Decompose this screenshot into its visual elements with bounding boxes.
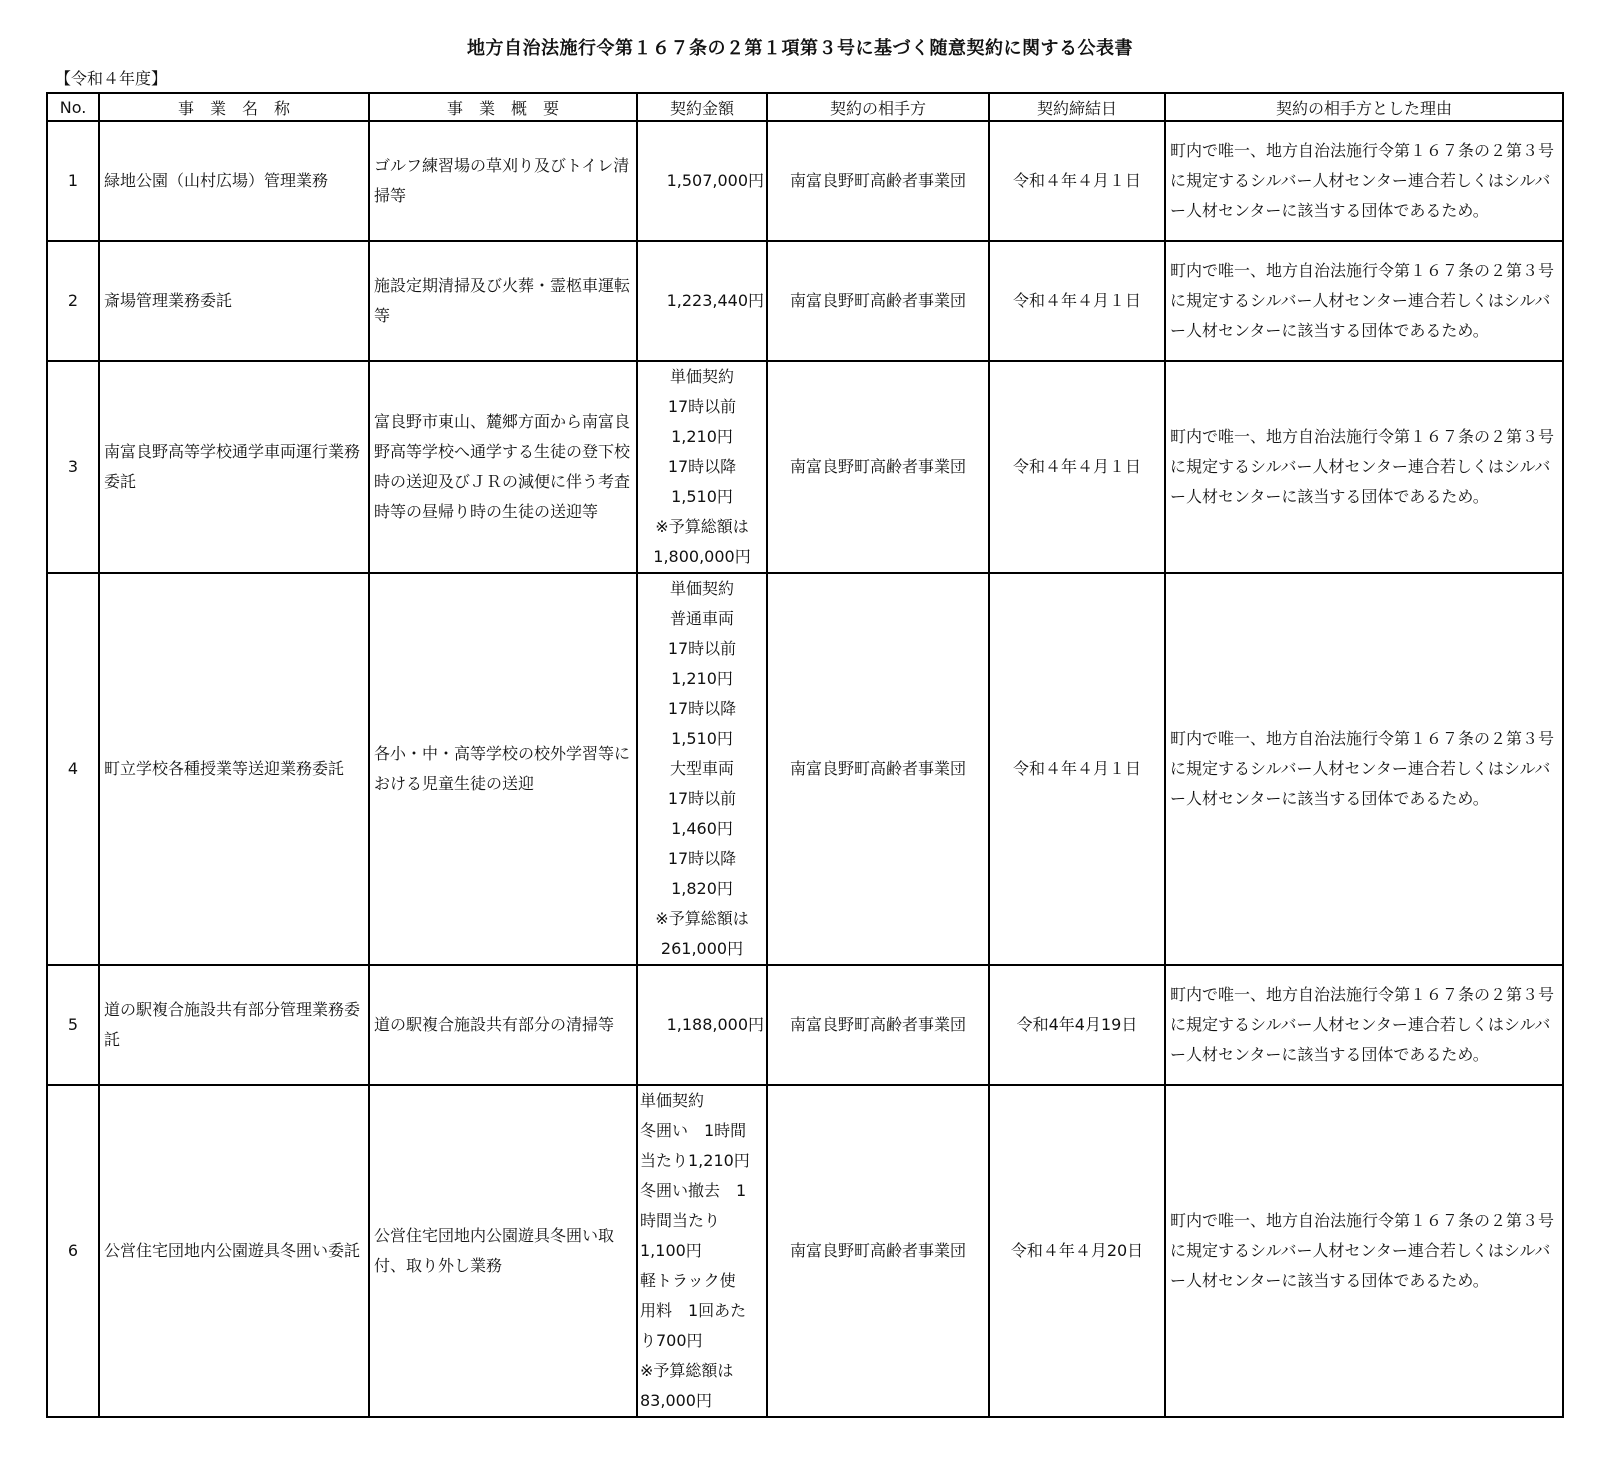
- cell-date: 令和４年４月20日: [989, 1085, 1165, 1417]
- cell-no: 1: [47, 121, 99, 241]
- amount-line: ※予算総額は: [640, 1361, 734, 1380]
- cell-no: 5: [47, 965, 99, 1085]
- amount-line: 261,000円: [660, 939, 744, 958]
- cell-reason: 町内で唯一、地方自治法施行令第１６７条の２第３号に規定するシルバー人材センター連合若しくはシルバー人材センターに該当する団体であるため。: [1165, 361, 1563, 573]
- amount-line: 単価契約: [640, 1091, 705, 1110]
- amount-line: 83,000円: [640, 1391, 712, 1410]
- table-row: [47, 361, 1563, 573]
- cell-summary: 公営住宅団地内公園遊具冬囲い取付、取り外し業務: [369, 1085, 637, 1417]
- cell-name: 緑地公園（山村広場）管理業務: [99, 121, 369, 241]
- fiscal-year-label: 【令和４年度】: [55, 69, 168, 88]
- amount-line: 1,820円: [671, 879, 733, 898]
- amount-line: 1,100円: [640, 1241, 702, 1260]
- table-row: [47, 965, 1563, 1085]
- header-name: 事 業 名 称: [99, 93, 369, 121]
- cell-amount: [637, 361, 767, 573]
- table-header-row: [47, 93, 1563, 121]
- header-party: 契約の相手方: [767, 93, 989, 121]
- cell-date: 令和4年4月19日: [989, 965, 1165, 1085]
- cell-reason: 町内で唯一、地方自治法施行令第１６７条の２第３号に規定するシルバー人材センター連合若しくはシルバー人材センターに該当する団体であるため。: [1165, 573, 1563, 965]
- amount-line: 冬囲い 1時間: [640, 1121, 747, 1140]
- cell-amount: 1,188,000円: [637, 965, 767, 1085]
- cell-reason: 町内で唯一、地方自治法施行令第１６７条の２第３号に規定するシルバー人材センター連合若しくはシルバー人材センターに該当する団体であるため。: [1165, 965, 1563, 1085]
- amount-line: 1,210円: [671, 427, 733, 446]
- cell-no: 4: [47, 573, 99, 965]
- amount-line: 大型車両: [669, 759, 734, 778]
- cell-no: 6: [47, 1085, 99, 1417]
- cell-party: 南富良野町高齢者事業団: [767, 965, 989, 1085]
- cell-amount: [637, 1085, 767, 1417]
- header-no: No.: [47, 93, 99, 121]
- amount-line: 時間当たり: [640, 1211, 721, 1230]
- cell-amount: 1,507,000円: [637, 121, 767, 241]
- amount-line: 1,460円: [671, 819, 733, 838]
- amount-line: 普通車両: [669, 609, 734, 628]
- table-row: [47, 573, 1563, 965]
- contract-table: [46, 92, 1564, 1418]
- header-reason: 契約の相手方とした理由: [1165, 93, 1563, 121]
- amount-line: ※予算総額は: [655, 909, 749, 928]
- cell-party: 南富良野町高齢者事業団: [767, 361, 989, 573]
- amount-line: 1,800,000円: [653, 547, 751, 566]
- table-row: [47, 241, 1563, 361]
- amount-line: 17時以降: [667, 699, 737, 718]
- cell-party: 南富良野町高齢者事業団: [767, 121, 989, 241]
- cell-name: 公営住宅団地内公園遊具冬囲い委託: [99, 1085, 369, 1417]
- header-summary: 事 業 概 要: [369, 93, 637, 121]
- amount-line: 17時以前: [667, 639, 737, 658]
- cell-date: 令和４年４月１日: [989, 121, 1165, 241]
- document-title: 地方自治法施行令第１６７条の２第１項第３号に基づく随意契約に関する公表書: [467, 38, 1133, 59]
- amount-line: 17時以前: [667, 789, 737, 808]
- cell-no: 3: [47, 361, 99, 573]
- cell-party: 南富良野町高齢者事業団: [767, 1085, 989, 1417]
- amount-line: 当たり1,210円: [640, 1151, 750, 1170]
- amount-line: ※予算総額は: [655, 517, 749, 536]
- cell-name: 斎場管理業務委託: [99, 241, 369, 361]
- cell-amount: 1,223,440円: [637, 241, 767, 361]
- cell-reason: 町内で唯一、地方自治法施行令第１６７条の２第３号に規定するシルバー人材センター連合若しくはシルバー人材センターに該当する団体であるため。: [1165, 121, 1563, 241]
- cell-party: 南富良野町高齢者事業団: [767, 241, 989, 361]
- amount-line: 1,510円: [671, 729, 733, 748]
- amount-line: 17時以前: [667, 397, 737, 416]
- cell-date: 令和４年４月１日: [989, 241, 1165, 361]
- cell-summary: 道の駅複合施設共有部分の清掃等: [369, 965, 637, 1085]
- cell-name: 町立学校各種授業等送迎業務委託: [99, 573, 369, 965]
- cell-date: 令和４年４月１日: [989, 573, 1165, 965]
- cell-summary: 各小・中・高等学校の校外学習等における児童生徒の送迎: [369, 573, 637, 965]
- amount-line: 17時以降: [667, 849, 737, 868]
- amount-line: 1,510円: [671, 487, 733, 506]
- cell-party: 南富良野町高齢者事業団: [767, 573, 989, 965]
- amount-line: 単価契約: [669, 579, 734, 598]
- amount-line: 単価契約: [669, 367, 734, 386]
- cell-name: 南富良野高等学校通学車両運行業務委託: [99, 361, 369, 573]
- cell-reason: 町内で唯一、地方自治法施行令第１６７条の２第３号に規定するシルバー人材センター連合若しくはシルバー人材センターに該当する団体であるため。: [1165, 241, 1563, 361]
- cell-no: 2: [47, 241, 99, 361]
- amount-line: 冬囲い撤去 1: [640, 1181, 747, 1200]
- amount-line: り700円: [640, 1331, 703, 1350]
- amount-line: 17時以降: [667, 457, 737, 476]
- header-amount: 契約金額: [637, 93, 767, 121]
- cell-name: 道の駅複合施設共有部分管理業務委託: [99, 965, 369, 1085]
- header-date: 契約締結日: [989, 93, 1165, 121]
- table-row: [47, 1085, 1563, 1417]
- cell-date: 令和４年４月１日: [989, 361, 1165, 573]
- cell-summary: 富良野市東山、麓郷方面から南富良野高等学校へ通学する生徒の登下校時の送迎及びＪＲの減便に伴う考査時等の昼帰り時の生徒の送迎等: [369, 361, 637, 573]
- cell-summary: ゴルフ練習場の草刈り及びトイレ清掃等: [369, 121, 637, 241]
- amount-line: 用料 1回あた: [640, 1301, 747, 1320]
- cell-amount: [637, 573, 767, 965]
- cell-summary: 施設定期清掃及び火葬・霊柩車運転等: [369, 241, 637, 361]
- amount-line: 1,210円: [671, 669, 733, 688]
- table-row: [47, 121, 1563, 241]
- cell-reason: 町内で唯一、地方自治法施行令第１６７条の２第３号に規定するシルバー人材センター連合若しくはシルバー人材センターに該当する団体であるため。: [1165, 1085, 1563, 1417]
- amount-line: 軽トラック使: [640, 1271, 736, 1290]
